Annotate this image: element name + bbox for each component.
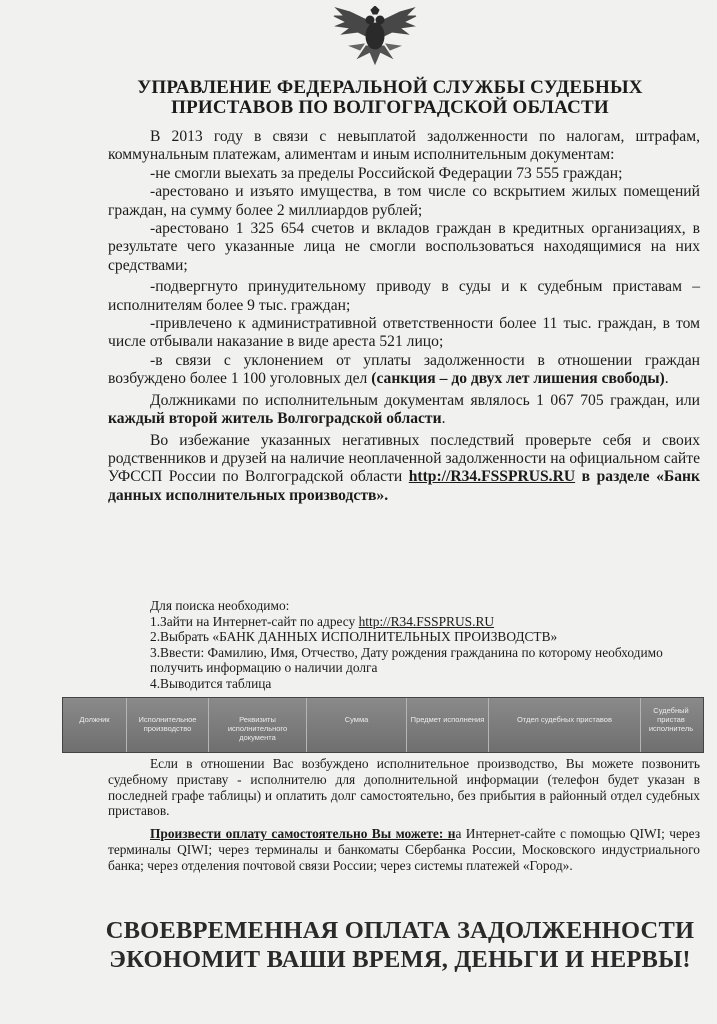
consequence-item: -не смогли выехать за пределы Российской Федерации 73 555 граждан; <box>150 164 623 182</box>
consequence-text: -в связи с уклонением от уплаты задолженности в отношении граждан возбуждено более 1 100 уголовных дел <box>108 351 700 388</box>
col-proceeding: Исполнительное производство <box>127 698 209 752</box>
search-instructions <box>108 598 700 692</box>
slogan <box>100 916 700 974</box>
debtors-paragraph: Должниками по исполнительным документам являлось 1 067 705 граждан, или каждый второй житель Волгоградской области. <box>108 391 700 428</box>
contact-bailiff-paragraph: Если в отношении Вас возбуждено исполнительное производство, Вы можете позвонить судебному приставу - исполнителю для дополнительной информации (телефон будет указан в последней графе таблицы) и оплатить долг самостоятельно, без прибытия в районный отдел судебных приставов. <box>108 756 700 819</box>
payment-methods-paragraph <box>108 826 700 873</box>
search-step-3: 3.Ввести: Фамилию, Имя, Отчество, Дату рождения гражданина по которому необходимо получить информацию о наличии долга <box>150 644 663 676</box>
title-line-1: УПРАВЛЕНИЕ ФЕДЕРАЛЬНОЙ СЛУЖБЫ СУДЕБНЫХ <box>137 77 643 98</box>
consequence-item: -подвергнуто принудительному приводу в суды и к судебным приставам – исполнителям более 9 тыс. граждан; <box>108 278 700 314</box>
consequence-item: -арестовано 1 325 654 счетов и вкладов граждан в кредитных организациях, в результате чего указанные лица не смогли воспользоваться находящимися на них средствами; <box>108 220 700 274</box>
fssp-site-link[interactable]: http://R34.FSSPRUS.RU <box>408 468 576 486</box>
results-table-header <box>62 697 704 753</box>
payment-methods-text: а Интернет-сайте с помощью QIWI; через терминалы QIWI; через терминалы и банкоматы Сбербанка России, Московского индустриального банка; через отделения почтовой связи России; через системы платежей «Город». <box>108 826 700 873</box>
debtors-text: Должниками по исполнительным документам являлось 1 067 705 граждан, или <box>150 391 700 409</box>
search-step-1 <box>108 614 700 630</box>
double-headed-eagle-icon <box>330 6 420 68</box>
col-bailiff: Судебный пристав исполнитель <box>648 706 694 733</box>
col-debtor: Должник <box>63 698 127 752</box>
payment-methods-lead: Произвести оплату самостоятельно Вы можете: н <box>150 826 456 842</box>
search-step-2: 2.Выбрать «БАНК ДАННЫХ ИСПОЛНИТЕЛЬНЫХ ПРОИЗВОДСТВ» <box>150 629 558 645</box>
col-subject: Предмет исполнения <box>407 698 489 752</box>
col-amount: Сумма <box>307 698 407 752</box>
payment-info <box>108 756 700 874</box>
consequence-item: -арестовано и изъято имущества, в том числе со вскрытием жилых помещений граждан, на сумму более 2 миллиардов рублей; <box>108 183 700 219</box>
title-line-2: ПРИСТАВОВ ПО ВОЛГОГРАДСКОЙ ОБЛАСТИ <box>171 97 609 118</box>
search-step-4: 4.Выводится таблица <box>150 675 272 691</box>
advice-paragraph <box>108 432 700 506</box>
search-site-link[interactable]: http://R34.FSSPRUS.RU <box>358 613 495 629</box>
consequence-item: -привлечено к административной ответственности более 11 тыс. граждан, в том числе отбывали наказание в виде ареста 521 лицо; <box>108 315 700 351</box>
bank-section-note: в разделе «Банк данных исполнительных производств». <box>108 468 700 504</box>
consequence-item-criminal: -в связи с уклонением от уплаты задолженности в отношении граждан возбуждено более 1 100 уголовных дел (санкция – до двух лет лишения свободы). <box>108 351 700 388</box>
main-text <box>108 128 700 505</box>
col-bailiff-department: Отдел судебных приставов <box>489 698 641 752</box>
criminal-sanction-note: (санкция – до двух лет лишения свободы) <box>371 370 665 388</box>
page-title <box>110 78 670 118</box>
search-heading: Для поиска необходимо: <box>150 598 290 613</box>
debtors-emphasis: каждый второй житель Волгоградской области <box>108 410 442 428</box>
step-1-text: 1.Зайти на Интернет-сайт по адресу <box>150 613 356 629</box>
col-document-details: Реквизиты исполнительного документа <box>209 698 307 752</box>
intro-paragraph: В 2013 году в связи с невыплатой задолженности по налогам, штрафам, коммунальным платежам, алиментам и иным исполнительным документам: <box>108 128 700 164</box>
advice-text: Во избежание указанных негативных последствий проверьте себя и своих родственников и друзей на наличие неоплаченной задолженности на официальном сайте УФССП России по Волгоградской области <box>108 431 700 486</box>
slogan-line-2: ЭКОНОМИТ ВАШИ ВРЕМЯ, ДЕНЬГИ И НЕРВЫ! <box>109 946 691 973</box>
slogan-line-1: СВОЕВРЕМЕННАЯ ОПЛАТА ЗАДОЛЖЕННОСТИ <box>105 917 695 944</box>
